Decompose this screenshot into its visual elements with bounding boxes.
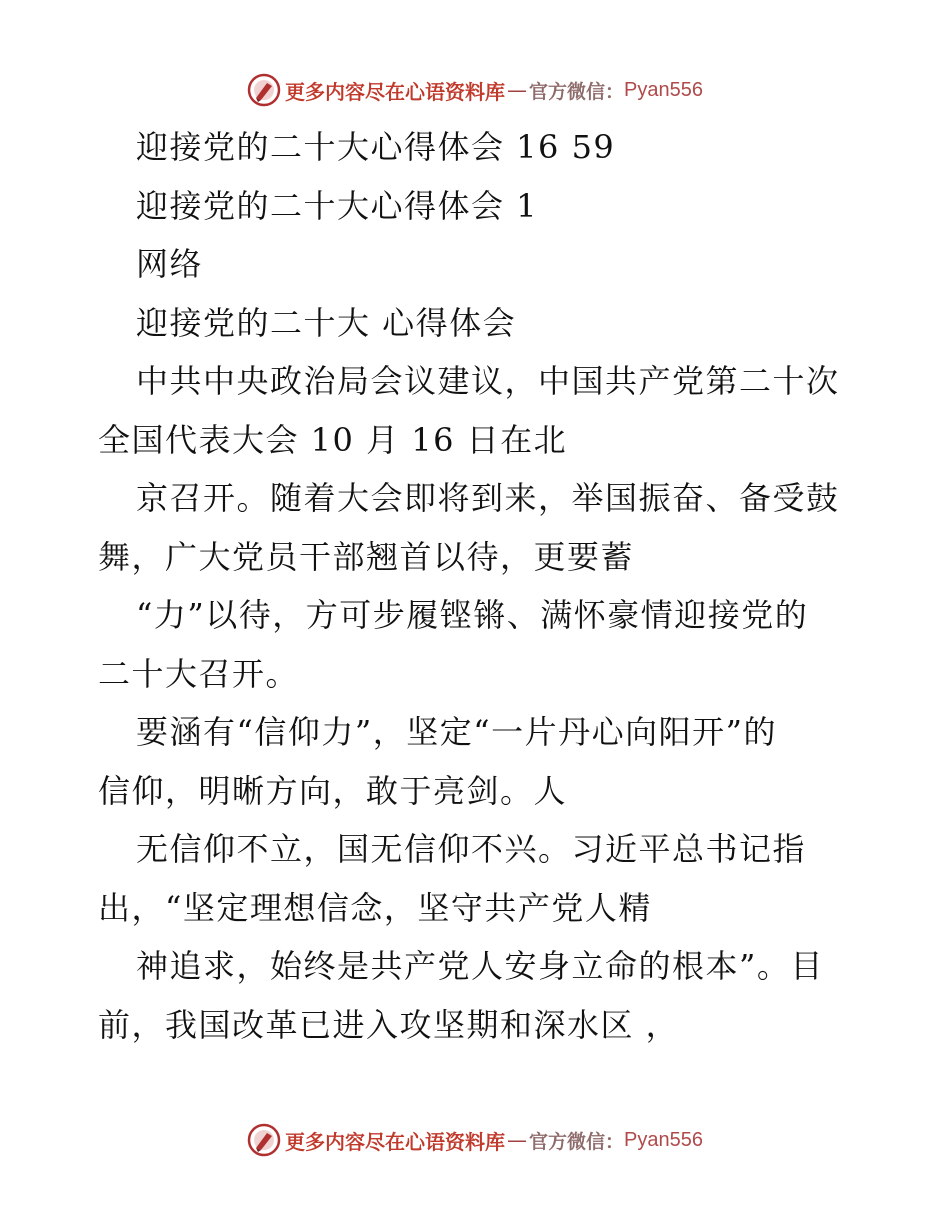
text-line: 迎接党的二十大 心得体会 xyxy=(136,303,517,342)
text-line: 全国代表大会 10 月 16 日在北 xyxy=(98,420,568,459)
watermark-wechat-label: 官方微信： xyxy=(529,80,625,103)
watermark-dash: — xyxy=(507,1128,527,1152)
text-line: 网络 xyxy=(136,245,204,283)
text-line: 中共中央政治局会议建议，中国共产党第二十次 xyxy=(136,362,840,400)
text-line: 迎接党的二十大心得体会 16 59 xyxy=(136,128,616,166)
watermark-wechat-id: Pyan556 xyxy=(624,1128,703,1151)
watermark-banner-bottom xyxy=(0,1120,950,1160)
watermark-wechat-label: 官方微信： xyxy=(529,1130,625,1153)
text-line: “力”以待，方可步履铿锵、满怀豪情迎接党的 xyxy=(136,596,809,634)
text-line: 舞，广大党员干部翘首以待，更要蓄 xyxy=(98,537,635,576)
text-line: 要涵有“信仰力”，坚定“一片丹心向阳开”的 xyxy=(136,713,777,751)
text-line: 京召开。随着大会即将到来，举国振奋、备受鼓 xyxy=(136,479,840,517)
text-line: 迎接党的二十大心得体会 1 xyxy=(136,186,539,225)
watermark-dash: — xyxy=(507,78,527,102)
watermark-site-text: 更多内容尽在心语资料库 xyxy=(285,1129,505,1154)
text-line: 无信仰不立，国无信仰不兴。习近平总书记指 xyxy=(136,830,807,868)
document-body xyxy=(98,118,858,1054)
watermark-site-text: 更多内容尽在心语资料库 xyxy=(285,79,505,104)
text-line: 神追求，始终是共产党人安身立命的根本”。目 xyxy=(136,947,824,985)
watermark-wechat-id: Pyan556 xyxy=(624,78,703,101)
text-line: 出，“坚定理想信念，坚守共产党人精 xyxy=(98,888,652,927)
pen-logo-icon xyxy=(247,1123,281,1157)
pen-logo-icon xyxy=(247,73,281,107)
watermark-banner-top xyxy=(0,70,950,110)
text-line: 信仰，明晰方向，敢于亮剑。人 xyxy=(98,771,568,810)
text-line: 前，我国改革已进入攻坚期和深水区 ， xyxy=(98,1005,680,1044)
text-line: 二十大召开。 xyxy=(98,654,300,693)
